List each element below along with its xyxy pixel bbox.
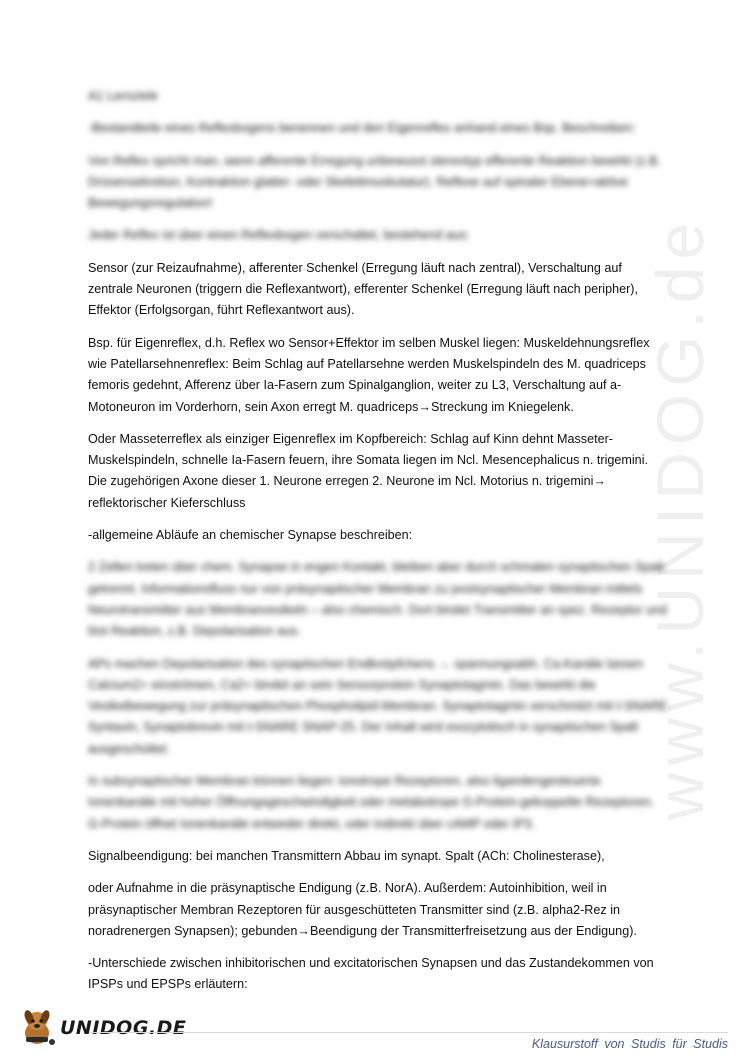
paragraph: -Bestandteile eines Reflexbogens benennen und den Eigenreflex anhand eines Bsp. Beschreiben: [88,121,636,136]
paragraph: oder Aufnahme in die präsynaptische Endigung (z.B. NorA). Außerdem: Autoinhibition, weil in präsynaptischer Membran Rezeptoren für ausgeschütteten Transmitter sind (z.B. alpha2-Rez in noradrenergen Synapsen); gebunden→Beendigung der Transmitterfreisetzung aus der Endigung). [88,881,637,938]
section-heading: -Unterschiede zwischen inhibitorischen und excitatorischen Synapsen und das Zustandekommen von IPSPs und EPSPs erläutern: [88,956,654,992]
paragraph: A1 Lernziele [88,89,159,103]
logo-text: UNIDOG.DE [60,1017,187,1039]
paragraph: Oder Masseterreflex als einziger Eigenreflex im Kopfbereich: Schlag auf Kinn dehnt Masseter-Muskelspindeln, schnelle Ia-Fasern feuern, ihre Somata liegen im Ncl. Mesencephalicus n. trigemini. Die zugehörigen Axone dieser 1. Neurone erregen 2. Neurone im Ncl. Motorius n. trigemini→ reflektorischer Kieferschluss [88,431,648,510]
paragraph: In subsynaptischer Membran können liegen: ionotrope Rezeptoren, also ligandengesteuerte Ionenkanäle mit hoher Öffnungsgeschwindigkeit oder metabotrope G-Protein-gekoppelte Rezeptoren. G-Protein öffnet Ionenkanäle entweder direkt, oder indirekt über cAMP oder IP3. [88,774,655,831]
watermark: www.UNIDOG.de [643,215,717,821]
unidog-logo[interactable] [20,1007,186,1049]
paragraph: Bsp. für Eigenreflex, d.h. Reflex wo Sensor+Effektor im selben Muskel liegen: Muskeldehnungsreflex wie Patellarsehnenreflex: Beim Schlag auf Patellarsehne werden Muskelspindeln des M. quadriceps femoris gedehnt, Afferenz über Ia-Fasern zum Spinalganglion, weiter zu L3, Verschaltung auf a-Motoneuron im Vorderhorn, sein Axon erregt M. quadriceps→Streckung im Kniegelenk. [88,335,650,414]
footer-tagline: Klausurstoff von Studis für Studis [531,1037,728,1051]
paragraph: Signalbeendigung: bei manchen Transmittern Abbau im synapt. Spalt (ACh: Cholinesterase), [88,848,605,863]
paragraph: 2 Zellen treten über chem. Synapse in engen Kontakt, bleiben aber durch schmalen synaptischen Spalt getrennt. Informationsfluss nur von präsynaptischer Membran zu postsynaptischer Membran mittels Neurotransmitter aus Membranvesikeln – also chemisch. Dort bindet Transmitter an spez. Rezeptor und löst Reaktion, z.B. Depolarisation aus. [88,560,667,639]
dog-icon [20,1007,58,1049]
section-heading: -allgemeine Abläufe an chemischer Synapse beschreiben: [88,528,413,543]
paragraph: Sensor (zur Reizaufnahme), afferenter Schenkel (Erregung läuft nach zentral), Verschaltung auf zentrale Neuronen (triggern die Reflexantwort), efferenter Schenkel (Erregung läuft nach peripher), Effektor (Erfolgsorgan, führt Reflexantwort aus). [88,260,638,318]
footer-divider [90,1032,728,1033]
document-body [88,86,668,1007]
paragraph: Jeder Reflex ist über einen Reflexbogen verschaltet, bestehend aus: [88,228,470,243]
page-footer [0,999,750,1059]
paragraph: APs machen Depolarisation des synaptischen Endknöpfchens → spannungsabh. Ca-Kanäle lassen Calcium2+ einströmen, Ca2+ bindet an sein Sensorprotein Synaptotagmin. Das bewirkt die Vesikelbewegung zur präsynaptischen Phospholipid-Membran. Synaptotagmin verschmilzt mit t-SNARE Syntaxin, Synaptobrevin mit t-SNARE SNAP-25. Der Inhalt wird exozytotisch in synaptischen Spalt ausgeschüttet. [88,656,668,756]
paragraph: Von Reflex spricht man, wenn afferente Erregung unbewusst stereotyp efferente Reaktion bewirkt (z.B. Drüsensekretion, Kontraktion glatter- oder Skelettmuskulatur). Reflexe auf spinaler Ebene=aktive Bewegungsregulation! [88,153,661,211]
